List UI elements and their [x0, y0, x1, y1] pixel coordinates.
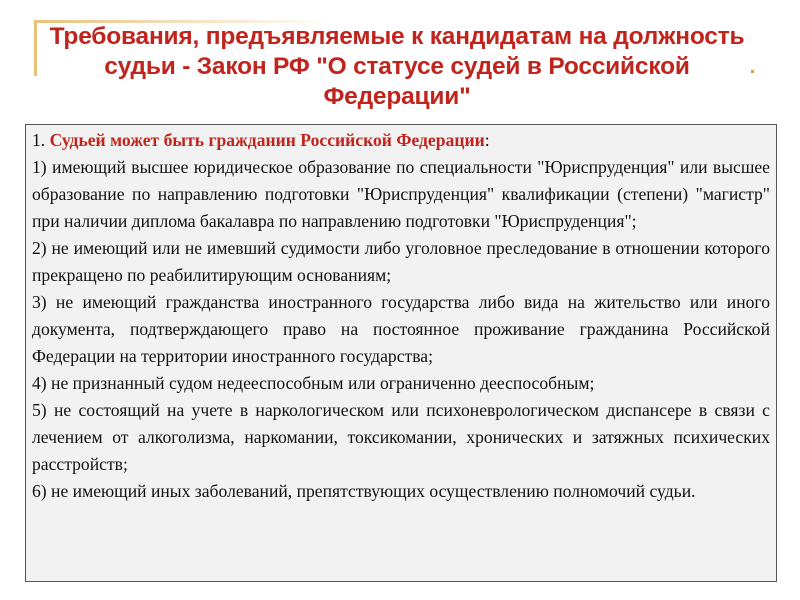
decorative-dot	[751, 70, 754, 73]
requirement-item-2: 2) не имеющий или не имевший судимости либо уголовное преследование в отношении которого прекращено по реабилитирующим основаниям;	[32, 238, 770, 285]
intro-heading: Судьей может быть гражданин Российской Федерации	[49, 130, 485, 150]
requirement-item-4: 4) не признанный судом недееспособным или ограниченно дееспособным;	[32, 373, 595, 393]
intro-number: 1.	[32, 130, 50, 150]
title-area	[34, 16, 760, 122]
requirement-item-6: 6) не имеющий иных заболеваний, препятствующих осуществлению полномочий судьи.	[32, 481, 696, 501]
requirement-item-5: 5) не состоящий на учете в наркологическом или психоневрологическом диспансере в связи с лечением от алкоголизма, наркомании, токсикомании, хронических и затяжных психических расстройств;	[32, 400, 770, 474]
requirements-box	[25, 124, 777, 582]
intro-line	[32, 127, 770, 154]
requirement-item-3: 3) не имеющий гражданства иностранного государства либо вида на жительство или иного документа, подтверждающего право на постоянное проживание гражданина Российской Федерации на территории иностранного государства;	[32, 292, 770, 366]
requirement-item-1: 1) имеющий высшее юридическое образование по специальности "Юриспруденция" или высшее образование по направлению подготовки "Юриспруденция" квалификации (степени) "магистр" при наличии диплома бакалавра по направлению подготовки "Юриспруденция";	[32, 157, 770, 231]
intro-colon: :	[484, 130, 490, 150]
slide-title: Требования, предъявляемые к кандидатам на должность судьи - Закон РФ "О статусе судей в Российской Федерации"	[49, 23, 745, 110]
decorative-bracket-vertical	[34, 20, 37, 76]
